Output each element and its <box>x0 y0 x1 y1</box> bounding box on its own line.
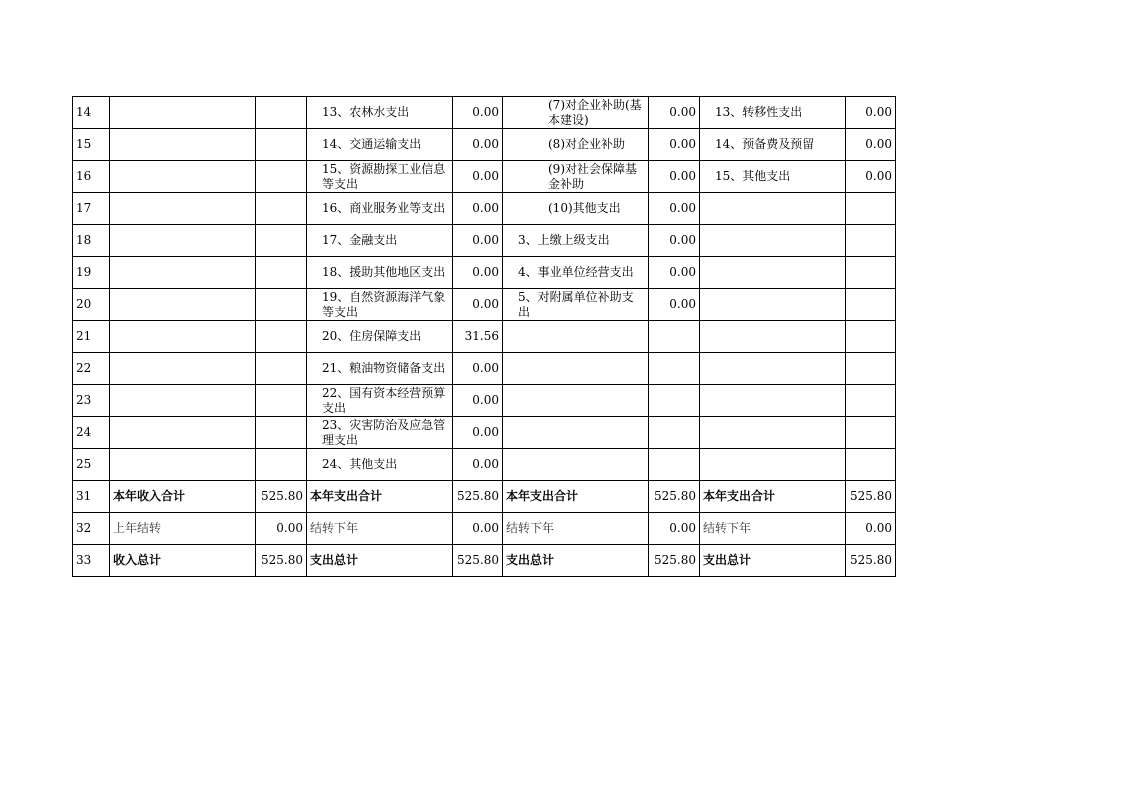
expense-economic-value: 0.00 <box>649 97 700 129</box>
table-row <box>73 481 896 513</box>
expense-economic-value <box>649 385 700 417</box>
table-row <box>73 321 896 353</box>
row-number: 33 <box>73 545 110 577</box>
expense-type-item <box>700 129 846 161</box>
expense-function-item <box>307 353 453 385</box>
expense-function-label: 13、农林水支出 <box>322 105 410 119</box>
income-value <box>256 129 307 161</box>
expense-grand-total-label: 支出总计 <box>503 545 649 577</box>
expense-function-item <box>307 417 453 449</box>
annual-expense-total-label: 本年支出合计 <box>503 481 649 513</box>
expense-function-value: 0.00 <box>453 225 503 257</box>
expense-function-label: 15、资源勘探工业信息等支出 <box>322 161 446 191</box>
row-number: 23 <box>73 385 110 417</box>
income-value <box>256 225 307 257</box>
expense-economic-item <box>503 385 649 417</box>
expense-economic-item <box>503 225 649 257</box>
expense-economic-item <box>503 97 649 129</box>
expense-function-value: 0.00 <box>453 353 503 385</box>
income-value <box>256 417 307 449</box>
expense-function-item <box>307 257 453 289</box>
expense-function-value: 0.00 <box>453 289 503 321</box>
income-item <box>110 289 256 321</box>
expense-grand-total-value: 525.80 <box>649 545 700 577</box>
income-value <box>256 161 307 193</box>
expense-function-item <box>307 161 453 193</box>
income-item <box>110 225 256 257</box>
row-number: 14 <box>73 97 110 129</box>
income-value <box>256 97 307 129</box>
expense-grand-total-label: 支出总计 <box>700 545 846 577</box>
budget-table <box>72 96 896 577</box>
table-row <box>73 513 896 545</box>
expense-economic-value: 0.00 <box>649 225 700 257</box>
carry-forward-label: 结转下年 <box>307 513 453 545</box>
prior-year-carryover-label: 上年结转 <box>110 513 256 545</box>
expense-function-value: 31.56 <box>453 321 503 353</box>
expense-function-value: 0.00 <box>453 161 503 193</box>
income-item <box>110 353 256 385</box>
expense-function-value: 0.00 <box>453 449 503 481</box>
expense-type-value <box>846 225 896 257</box>
row-number: 17 <box>73 193 110 225</box>
annual-expense-total-value: 525.80 <box>453 481 503 513</box>
expense-type-item <box>700 385 846 417</box>
expense-economic-value <box>649 449 700 481</box>
expense-economic-value <box>649 417 700 449</box>
table-row <box>73 97 896 129</box>
carry-forward-value: 0.00 <box>846 513 896 545</box>
table-row <box>73 353 896 385</box>
expense-type-item <box>700 97 846 129</box>
expense-economic-item <box>503 129 649 161</box>
expense-economic-value <box>649 353 700 385</box>
expense-function-item <box>307 385 453 417</box>
expense-type-value <box>846 193 896 225</box>
table-row <box>73 545 896 577</box>
row-number: 19 <box>73 257 110 289</box>
expense-type-item <box>700 353 846 385</box>
expense-function-label: 17、金融支出 <box>322 233 398 247</box>
expense-type-value <box>846 449 896 481</box>
expense-function-item <box>307 321 453 353</box>
income-item <box>110 193 256 225</box>
expense-function-label: 24、其他支出 <box>322 457 398 471</box>
expense-economic-label: 4、事业单位经营支出 <box>518 265 634 279</box>
expense-function-item <box>307 225 453 257</box>
expense-type-value: 0.00 <box>846 129 896 161</box>
row-number: 18 <box>73 225 110 257</box>
expense-function-label: 19、自然资源海洋气象等支出 <box>322 289 446 319</box>
expense-type-value <box>846 321 896 353</box>
expense-economic-value <box>649 321 700 353</box>
expense-function-label: 16、商业服务业等支出 <box>322 201 446 215</box>
annual-expense-total-label: 本年支出合计 <box>307 481 453 513</box>
expense-economic-item <box>503 161 649 193</box>
expense-type-item <box>700 321 846 353</box>
income-item <box>110 97 256 129</box>
annual-expense-total-label: 本年支出合计 <box>700 481 846 513</box>
carry-forward-value: 0.00 <box>453 513 503 545</box>
income-value <box>256 353 307 385</box>
expense-type-item <box>700 417 846 449</box>
expense-type-value <box>846 417 896 449</box>
expense-grand-total-value: 525.80 <box>453 545 503 577</box>
expense-function-item <box>307 289 453 321</box>
expense-economic-item <box>503 321 649 353</box>
budget-table-body <box>73 97 896 577</box>
expense-economic-label: 5、对附属单位补助支出 <box>518 289 634 319</box>
income-value <box>256 289 307 321</box>
income-item <box>110 321 256 353</box>
table-row <box>73 385 896 417</box>
income-value <box>256 449 307 481</box>
expense-economic-item <box>503 193 649 225</box>
expense-type-item <box>700 161 846 193</box>
table-row <box>73 161 896 193</box>
expense-function-value: 0.00 <box>453 193 503 225</box>
expense-economic-item <box>503 289 649 321</box>
expense-type-label: 14、预备费及预留 <box>715 137 815 151</box>
row-number: 31 <box>73 481 110 513</box>
prior-year-carryover-value: 0.00 <box>256 513 307 545</box>
expense-function-value: 0.00 <box>453 97 503 129</box>
expense-function-label: 22、国有资本经营预算支出 <box>322 385 446 415</box>
income-value <box>256 385 307 417</box>
expense-type-value <box>846 385 896 417</box>
income-value <box>256 193 307 225</box>
expense-type-value <box>846 257 896 289</box>
table-row <box>73 289 896 321</box>
row-number: 24 <box>73 417 110 449</box>
expense-function-value: 0.00 <box>453 257 503 289</box>
expense-function-item <box>307 97 453 129</box>
income-item <box>110 257 256 289</box>
table-row <box>73 449 896 481</box>
income-item <box>110 129 256 161</box>
row-number: 25 <box>73 449 110 481</box>
income-item <box>110 417 256 449</box>
table-row <box>73 225 896 257</box>
expense-economic-value: 0.00 <box>649 257 700 289</box>
expense-type-label: 15、其他支出 <box>715 169 791 183</box>
carry-forward-label: 结转下年 <box>700 513 846 545</box>
annual-expense-total-value: 525.80 <box>846 481 896 513</box>
expense-type-label: 13、转移性支出 <box>715 105 803 119</box>
expense-grand-total-value: 525.80 <box>846 545 896 577</box>
expense-economic-item <box>503 257 649 289</box>
annual-income-total-label: 本年收入合计 <box>110 481 256 513</box>
annual-expense-total-value: 525.80 <box>649 481 700 513</box>
expense-type-value <box>846 353 896 385</box>
expense-economic-label: (8)对企业补助 <box>548 137 625 151</box>
expense-function-value: 0.00 <box>453 385 503 417</box>
expense-economic-value: 0.00 <box>649 161 700 193</box>
expense-economic-item <box>503 449 649 481</box>
expense-function-label: 14、交通运输支出 <box>322 137 422 151</box>
income-item <box>110 449 256 481</box>
expense-function-item <box>307 129 453 161</box>
income-value <box>256 321 307 353</box>
expense-grand-total-label: 支出总计 <box>307 545 453 577</box>
expense-economic-item <box>503 417 649 449</box>
expense-type-item <box>700 225 846 257</box>
expense-economic-value: 0.00 <box>649 289 700 321</box>
expense-function-label: 20、住房保障支出 <box>322 329 422 343</box>
row-number: 22 <box>73 353 110 385</box>
carry-forward-label: 结转下年 <box>503 513 649 545</box>
income-item <box>110 161 256 193</box>
expense-function-label: 18、援助其他地区支出 <box>322 265 446 279</box>
income-value <box>256 257 307 289</box>
row-number: 21 <box>73 321 110 353</box>
table-row <box>73 257 896 289</box>
income-grand-total-label: 收入总计 <box>110 545 256 577</box>
expense-function-value: 0.00 <box>453 129 503 161</box>
expense-function-label: 23、灾害防治及应急管理支出 <box>322 417 446 447</box>
expense-function-item <box>307 449 453 481</box>
expense-economic-item <box>503 353 649 385</box>
expense-economic-value: 0.00 <box>649 193 700 225</box>
expense-type-value: 0.00 <box>846 161 896 193</box>
income-item <box>110 385 256 417</box>
expense-economic-label: 3、上缴上级支出 <box>518 233 610 247</box>
annual-income-total-value: 525.80 <box>256 481 307 513</box>
expense-type-item <box>700 193 846 225</box>
row-number: 32 <box>73 513 110 545</box>
expense-type-item <box>700 449 846 481</box>
income-grand-total-value: 525.80 <box>256 545 307 577</box>
expense-function-value: 0.00 <box>453 417 503 449</box>
expense-type-item <box>700 289 846 321</box>
expense-type-item <box>700 257 846 289</box>
table-row <box>73 193 896 225</box>
row-number: 15 <box>73 129 110 161</box>
expense-economic-value: 0.00 <box>649 129 700 161</box>
expense-economic-label: (9)对社会保障基金补助 <box>548 161 637 191</box>
expense-function-item <box>307 193 453 225</box>
expense-type-value <box>846 289 896 321</box>
expense-economic-label: (7)对企业补助(基本建设) <box>548 97 642 127</box>
expense-function-label: 21、粮油物资储备支出 <box>322 361 446 375</box>
table-row <box>73 129 896 161</box>
expense-economic-label: (10)其他支出 <box>548 201 621 215</box>
expense-type-value: 0.00 <box>846 97 896 129</box>
carry-forward-value: 0.00 <box>649 513 700 545</box>
row-number: 20 <box>73 289 110 321</box>
table-row <box>73 417 896 449</box>
row-number: 16 <box>73 161 110 193</box>
